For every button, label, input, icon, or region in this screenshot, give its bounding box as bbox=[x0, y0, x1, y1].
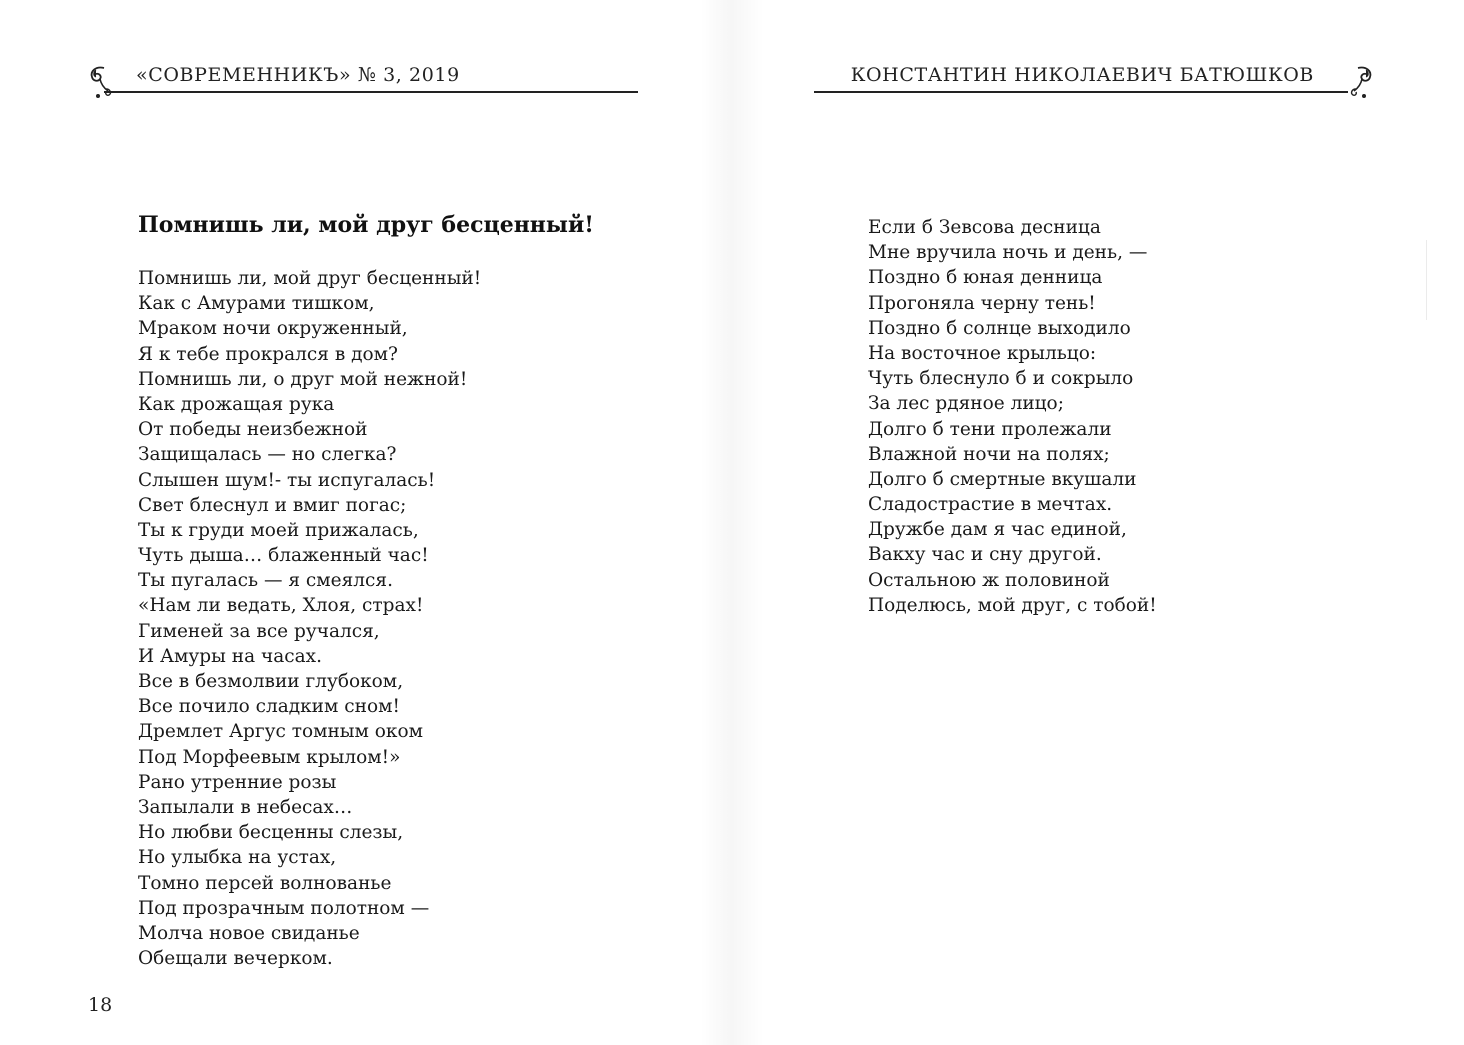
floral-ornament-icon bbox=[84, 62, 116, 102]
poem-line: «Нам ли ведать, Хлоя, страх! bbox=[138, 595, 424, 617]
right-page bbox=[732, 0, 1464, 1045]
poem-line: Если б Зевсова десница bbox=[868, 217, 1101, 238]
poem-line: Свет блеснул и вмиг погас; bbox=[138, 494, 407, 516]
header-rule bbox=[104, 91, 638, 93]
poem-line: Мраком ночи окруженный, bbox=[138, 318, 408, 340]
header-rule bbox=[814, 91, 1348, 93]
poem-line: Дружбе дам я час единой, bbox=[868, 519, 1127, 541]
poem-line: Но любви бесценны слезы, bbox=[138, 822, 404, 844]
running-head-author: КОНСТАНТИН НИКОЛАЕВИЧ БАТЮШКОВ bbox=[850, 64, 1314, 86]
poem-line: Чуть блеснуло б и сокрыло bbox=[868, 368, 1134, 390]
poem-line: Все в безмолвии глубоком, bbox=[138, 671, 404, 692]
poem-line: Вакху час и сну другой. bbox=[868, 544, 1102, 566]
poem-line: Как с Амурами тишком, bbox=[138, 293, 375, 315]
poem-line: Я к тебе прокрался в дом? bbox=[138, 343, 398, 365]
poem-line: Под Морфеевым крылом!» bbox=[138, 746, 401, 768]
poem-line: Ты пугалась — я смеялся. bbox=[138, 570, 393, 592]
poem-line: Долго б тени пролежали bbox=[868, 418, 1112, 440]
poem-line: Поделюсь, мой друг, с тобой! bbox=[868, 594, 1157, 616]
poem-line: Влажной ночи на полях; bbox=[868, 443, 1110, 465]
poem-line: Молча новое свиданье bbox=[138, 922, 360, 944]
poem-line: Остальною ж половиной bbox=[868, 569, 1110, 591]
poem-line: Прогоняла черну тень! bbox=[868, 292, 1096, 314]
poem-line: За лес рдяное лицо; bbox=[868, 393, 1064, 415]
poem-line: Долго б смертные вкушали bbox=[868, 468, 1137, 490]
running-head-journal: «СОВРЕМЕННИКЪ» № 3, 2019 bbox=[136, 64, 460, 86]
poem-line: Сладострастие в мечтах. bbox=[868, 494, 1113, 516]
poem-line: Как дрожащая рука bbox=[138, 393, 335, 415]
poem-line: Запылали в небесах… bbox=[138, 796, 353, 818]
poem-line: Защищалась — но слегка? bbox=[138, 444, 397, 466]
page-number: 18 bbox=[88, 994, 113, 1016]
poem-text-left bbox=[138, 266, 481, 971]
poem-line: Дремлет Аргус томным оком bbox=[138, 721, 424, 743]
poem-title: Помнишь ли, мой друг бесценный! bbox=[138, 212, 594, 238]
poem-line: Томно персей волнованье bbox=[138, 872, 392, 894]
poem-line: Ты к груди моей прижалась, bbox=[138, 519, 419, 541]
poem-line: Все почило сладким сном! bbox=[138, 696, 400, 718]
poem-line: И Амуры на часах. bbox=[138, 645, 322, 667]
page-edge-shadow bbox=[1426, 240, 1427, 320]
poem-line: Под прозрачным полотном — bbox=[138, 897, 430, 919]
poem-line: Помнишь ли, о друг мой нежной! bbox=[138, 368, 468, 390]
poem-line: Поздно б юная денница bbox=[868, 267, 1103, 289]
poem-line: Чуть дыша… блаженный час! bbox=[138, 545, 429, 567]
poem-line: Помнишь ли, мой друг бесценный! bbox=[138, 268, 482, 289]
poem-line: Поздно б солнце выходило bbox=[868, 317, 1131, 339]
poem-line: От победы неизбежной bbox=[138, 419, 368, 441]
poem-line: Рано утренние розы bbox=[138, 771, 337, 793]
poem-line: Но улыбка на устах, bbox=[138, 847, 337, 869]
floral-ornament-icon bbox=[1346, 62, 1378, 102]
poem-line: На восточное крыльцо: bbox=[868, 342, 1097, 364]
poem-line: Слышен шум!- ты испугалась! bbox=[138, 469, 436, 491]
poem-line: Гименей за все ручался, bbox=[138, 620, 380, 642]
poem-line: Обещали вечерком. bbox=[138, 948, 333, 970]
poem-text-right bbox=[868, 215, 1157, 618]
poem-line: Мне вручила ночь и день, — bbox=[868, 242, 1148, 264]
